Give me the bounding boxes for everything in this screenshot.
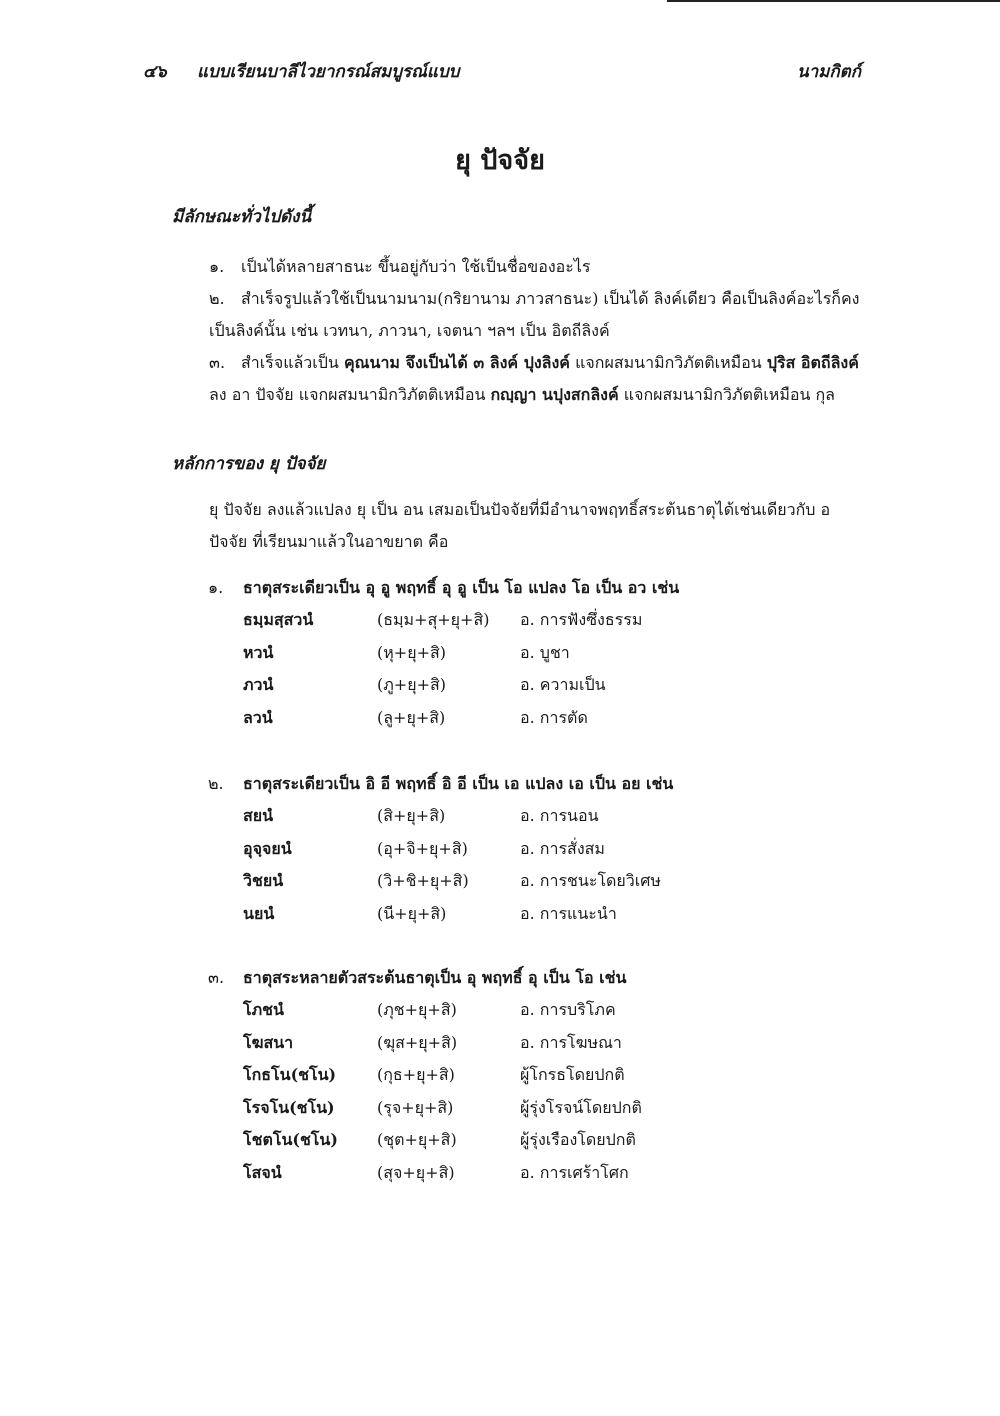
group-heading: [208, 768, 768, 800]
example-derivation: (ชุต+ยุ+สิ): [377, 1130, 457, 1149]
example-row: [208, 1059, 768, 1092]
example-word: โฆสนา: [243, 1032, 294, 1052]
group-heading: [208, 572, 768, 604]
example-row: [208, 833, 768, 866]
example-meaning: อ. การเศร้าโศก: [520, 1162, 629, 1182]
example-derivation: (ภู+ยุ+สิ): [377, 675, 446, 694]
example-derivation: (อุ+จิ+ยุ+สิ): [377, 838, 468, 858]
principle-heading: หลักการของ ยุ ปัจจัย: [172, 454, 326, 474]
item-text-2: แจกผสมนามิกวิภัตติเหมือน: [575, 353, 762, 372]
example-word: ลวนํ: [243, 707, 273, 727]
example-row: [208, 1027, 768, 1060]
principle-paragraph: [137, 494, 861, 558]
example-meaning: อ. การชนะโดยวิเศษ: [520, 871, 661, 890]
principle-text: ยุ ปัจจัย ลงแล้วแปลง ยุ เป็น อน เสมอเป็นปัจจัยที่มีอำนาจพฤทธิ์สระต้นธาตุได้เช่นเดียวกับ อ ปัจจัย ที่เรียนมาแล้วในอาขยาต คือ: [209, 500, 831, 551]
item-bold-1: คุณนาม จึงเป็นได้ ๓ ลิงค์ ปุงลิงค์: [343, 353, 570, 372]
example-derivation: (รุจ+ยุ+สิ): [377, 1097, 454, 1117]
group-1: [208, 572, 768, 734]
example-row: [208, 604, 768, 637]
item-number: ๒.: [209, 289, 225, 308]
example-meaning: อ. ความเป็น: [520, 675, 606, 694]
page-number: ๔๖: [143, 62, 167, 82]
example-word: ภวนํ: [243, 675, 274, 694]
example-meaning: ผู้โกรธโดยปกติ: [520, 1065, 625, 1084]
example-meaning: อ. การตัด: [520, 707, 588, 727]
general-item-3: [137, 347, 861, 411]
example-word: นยนํ: [243, 903, 275, 923]
example-row: [208, 994, 768, 1027]
example-row: [208, 702, 768, 735]
item-number: ๓.: [209, 353, 226, 372]
general-list: [137, 251, 861, 411]
general-item-2: [137, 283, 861, 347]
example-row: [208, 800, 768, 833]
example-word: โสจนํ: [243, 1162, 282, 1182]
example-derivation: (นี+ยุ+สิ): [377, 903, 447, 923]
example-row: [208, 1124, 768, 1157]
example-derivation: (หุ+ยุ+สิ): [377, 642, 446, 662]
group-3: [208, 962, 768, 1189]
example-word: อุจฺจยนํ: [243, 838, 292, 858]
item-text-1: สำเร็จแล้วเป็น: [241, 353, 339, 372]
example-row: [208, 1157, 768, 1190]
example-word: โรจโน(ชโน): [243, 1097, 335, 1117]
example-meaning: ผู้รุ่งเรืองโดยปกติ: [520, 1130, 636, 1149]
example-word: วิชยนํ: [243, 871, 284, 890]
example-meaning: อ. การสั่งสม: [520, 838, 605, 858]
item-bold-2: ปุริส อิตถีลิงค์: [766, 353, 859, 372]
example-derivation: (ลู+ยุ+สิ): [377, 707, 446, 727]
item-text-4: แจกผสมนามิกวิภัตติเหมือน กุล: [623, 385, 835, 404]
group-number: ๓.: [208, 968, 225, 987]
general-item-1: [137, 251, 861, 283]
example-meaning: อ. การฟังซึ่งธรรม: [520, 610, 643, 629]
example-derivation: (สุจ+ยุ+สิ): [377, 1162, 455, 1182]
example-row: [208, 637, 768, 670]
example-derivation: (กุธ+ยุ+สิ): [377, 1065, 455, 1084]
group-heading: [208, 962, 768, 994]
item-number: ๑.: [209, 257, 225, 276]
example-row: [208, 1092, 768, 1125]
general-heading: มีลักษณะทั่วไปดังนี้: [172, 207, 312, 227]
section-title: นามกิตก์: [797, 62, 861, 82]
item-text-3: ลง อา ปัจจัย แจกผสมนามิกวิภัตติเหมือน: [209, 385, 486, 404]
group-heading-text: ธาตุสระเดียวเป็น อิ อี พฤทธิ์ อิ อี เป็น เอ แปลง เอ เป็น อย เช่น: [243, 774, 674, 793]
example-meaning: อ. บูชา: [520, 642, 570, 662]
example-row: [208, 865, 768, 898]
item-text: สำเร็จรูปแล้วใช้เป็นนามนาม(กริยานาม ภาวสาธนะ) เป็นได้ ลิงค์เดียว คือเป็นลิงค์อะไรก็คงเป็นลิงค์นั้น เช่น เวทนา, ภาวนา, เจตนา ฯลฯ เป็น อิตถีลิงค์: [209, 289, 860, 340]
group-2: [208, 768, 768, 930]
example-meaning: ผู้รุ่งโรจน์โดยปกติ: [520, 1097, 642, 1117]
book-title: แบบเรียนบาลีไวยากรณ์สมบูรณ์แบบ: [197, 62, 460, 82]
running-header: [143, 58, 861, 88]
example-word: โภชนํ: [243, 1000, 284, 1019]
page-title: ยุ ปัจจัย: [455, 145, 545, 176]
scan-edge-line: [667, 0, 1000, 2]
example-word: ธมฺมสฺสวนํ: [243, 610, 314, 629]
item-text: เป็นได้หลายสาธนะ ขึ้นอยู่กับว่า ใช้เป็นชื่อของอะไร: [241, 257, 591, 276]
example-derivation: (ภุช+ยุ+สิ): [377, 1000, 457, 1019]
group-number: ๑.: [208, 578, 224, 597]
example-meaning: อ. การบริโภค: [520, 1000, 616, 1019]
example-meaning: อ. การโฆษณา: [520, 1032, 622, 1052]
example-meaning: อ. การแนะนำ: [520, 903, 617, 923]
item-bold-3: กญฺญา นปุงสกลิงค์: [490, 385, 619, 404]
example-derivation: (ธมฺม+สุ+ยุ+สิ): [377, 610, 490, 629]
example-derivation: (สิ+ยุ+สิ): [377, 806, 446, 825]
example-word: สยนํ: [243, 806, 274, 825]
group-number: ๒.: [208, 774, 224, 793]
example-word: โกธโน(ชโน): [243, 1065, 337, 1084]
group-heading-text: ธาตุสระหลายตัวสระต้นธาตุเป็น อุ พฤทธิ์ อุ เป็น โอ เช่น: [243, 968, 627, 987]
example-word: หวนํ: [243, 642, 274, 662]
example-derivation: (ฆุส+ยุ+สิ): [377, 1032, 458, 1052]
group-heading-text: ธาตุสระเดียวเป็น อุ อู พฤทธิ์ อุ อู เป็น โอ แปลง โอ เป็น อว เช่น: [243, 578, 680, 597]
example-meaning: อ. การนอน: [520, 806, 599, 825]
example-row: [208, 898, 768, 931]
example-row: [208, 669, 768, 702]
example-derivation: (วิ+ชิ+ยุ+สิ): [377, 871, 469, 890]
example-word: โชตโน(ชโน): [243, 1130, 338, 1149]
